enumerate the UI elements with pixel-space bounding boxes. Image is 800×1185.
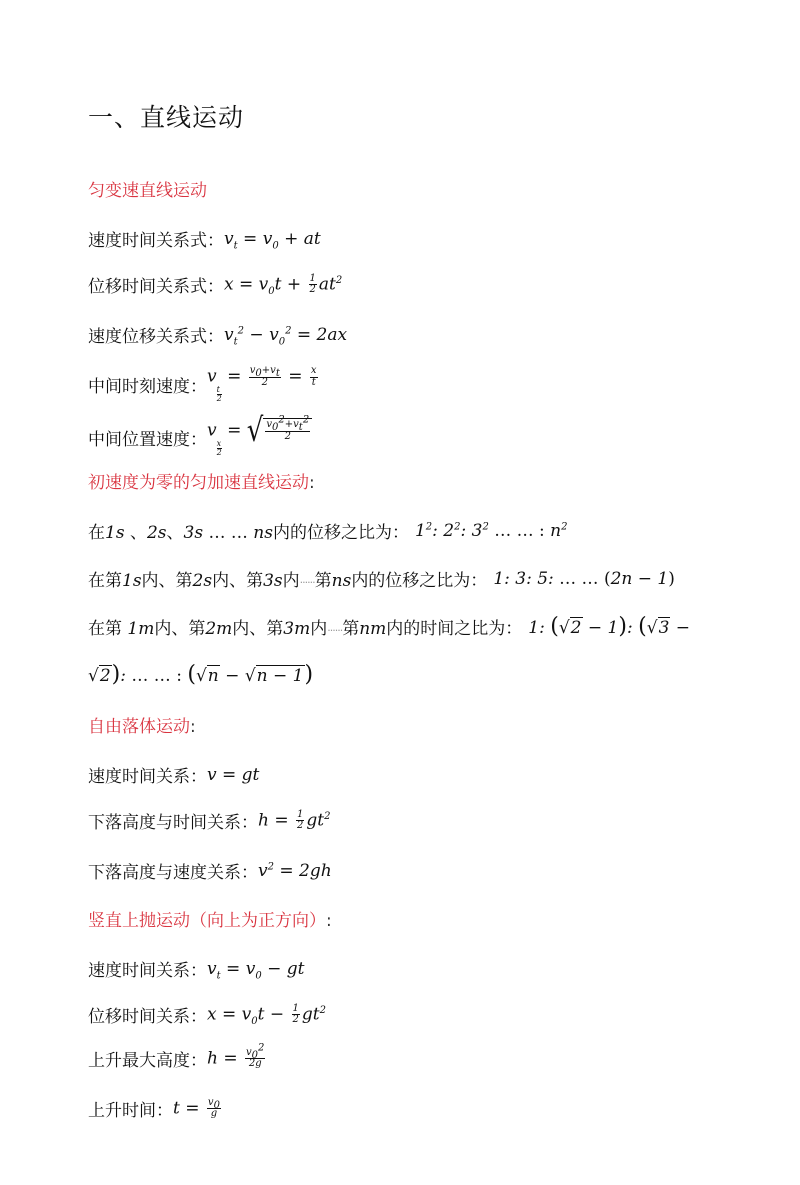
ratio-label: 在第 1m内、第2m内、第3m内······第nm内的时间之比为： bbox=[88, 619, 523, 639]
formula-row-rise-time bbox=[88, 1096, 223, 1121]
formula: $x = v_0t$ + $\frac{1}{2}$ $at^2$ bbox=[224, 272, 343, 297]
ratio-label: 在1s 、2s、3s … … ns内的位移之比为： bbox=[88, 523, 409, 543]
formula-row-max-height bbox=[88, 1042, 267, 1071]
formula: t = $\frac{v_0}{g}$ bbox=[173, 1096, 220, 1119]
section-heading-text: 初速度为零的匀加速直线运动 bbox=[88, 473, 309, 493]
formula-label: 速度位移关系式： bbox=[88, 327, 224, 347]
formula-row-mid-time-velocity bbox=[88, 366, 320, 403]
section-heading-uniform-acceleration bbox=[88, 176, 207, 201]
section-heading-zero-initial-velocity bbox=[88, 468, 315, 493]
formula: $v^2 = 2gh$ bbox=[258, 860, 332, 881]
formula-row-throw-velocity bbox=[88, 956, 304, 981]
formula: 1: 3: 5: … … (2n − 1) bbox=[493, 568, 675, 589]
formula-label: 位移时间关系： bbox=[88, 1007, 207, 1027]
section-heading-free-fall bbox=[88, 712, 196, 737]
section-heading-text: 竖直上抛运动（向上为正方向） bbox=[88, 911, 326, 931]
formula: h = $\frac{v_0^2}{2g}$ bbox=[207, 1042, 265, 1069]
formula: v $_{\frac{x}{2}}$ = √ $\frac{v_0^2+v_t^2}{2}$ bbox=[207, 418, 312, 457]
formula: v = gt bbox=[207, 764, 260, 785]
heading-colon: : bbox=[309, 473, 315, 493]
formula-label: 位移时间关系式： bbox=[88, 277, 224, 297]
formula-row-freefall-height-velocity bbox=[88, 858, 332, 883]
formula-row-velocity-time bbox=[88, 226, 321, 251]
formula-label: 上升最大高度： bbox=[88, 1051, 207, 1071]
ratio-row-successive-displacement bbox=[88, 566, 675, 591]
formula: $1^2$: $2^2$: $3^2$ … … : $n^2$ bbox=[414, 520, 568, 541]
formula-label: 速度时间关系： bbox=[88, 767, 207, 787]
formula-row-freefall-velocity bbox=[88, 762, 259, 787]
ratio-label: 在第1s内、第2s内、第3s内······第ns内的位移之比为： bbox=[88, 571, 488, 591]
formula-label: 下落高度与时间关系： bbox=[88, 813, 258, 833]
ratio-row-successive-time bbox=[88, 614, 690, 639]
ratio-row-cumulative-displacement bbox=[88, 518, 568, 543]
formula-label: 速度时间关系： bbox=[88, 961, 207, 981]
sqrt-icon: √ $\frac{v_0^2+v_t^2}{2}$ bbox=[247, 418, 312, 444]
formula-row-displacement-time bbox=[88, 272, 342, 297]
heading-colon: : bbox=[190, 717, 196, 737]
formula: $v_t^2 - v_0^2 = 2ax$ bbox=[224, 324, 348, 347]
heading-colon: : bbox=[326, 911, 332, 931]
formula: $v_t = v_0$ − gt bbox=[207, 958, 305, 981]
section-heading-text: 匀变速直线运动 bbox=[88, 181, 207, 201]
formula-row-throw-displacement bbox=[88, 1002, 326, 1027]
formula-row-freefall-height-time bbox=[88, 808, 330, 833]
formula: $v_t = v_0$ + at bbox=[224, 228, 321, 251]
formula-row-mid-position-velocity bbox=[88, 412, 312, 457]
formula: 1: (√2 − 1): (√3 − bbox=[528, 614, 691, 639]
section-heading-text: 自由落体运动 bbox=[88, 717, 190, 737]
section-heading-vertical-upward-throw bbox=[88, 906, 332, 931]
formula: $x = v_0t$ − $\frac{1}{2}$ $gt^2$ bbox=[207, 1002, 327, 1027]
formula-row-velocity-displacement bbox=[88, 322, 347, 347]
formula-label: 下落高度与速度关系： bbox=[88, 863, 258, 883]
ratio-row-successive-time-cont bbox=[88, 662, 313, 687]
formula: h = $\frac{1}{2}$ $gt^2$ bbox=[258, 808, 331, 831]
formula-label: 中间时刻速度： bbox=[88, 376, 207, 397]
formula-label: 上升时间： bbox=[88, 1101, 173, 1121]
page-title: 一、直线运动 bbox=[88, 103, 245, 132]
formula: v $_{\frac{t}{2}}$ = $\frac{v_0+v_t}{2}$ = $\frac{x}{t}$ bbox=[207, 365, 317, 403]
formula-label: 速度时间关系式： bbox=[88, 231, 224, 251]
formula-label: 中间位置速度： bbox=[88, 429, 207, 450]
formula: √2): … … : (√n − √n − 1) bbox=[88, 662, 314, 687]
